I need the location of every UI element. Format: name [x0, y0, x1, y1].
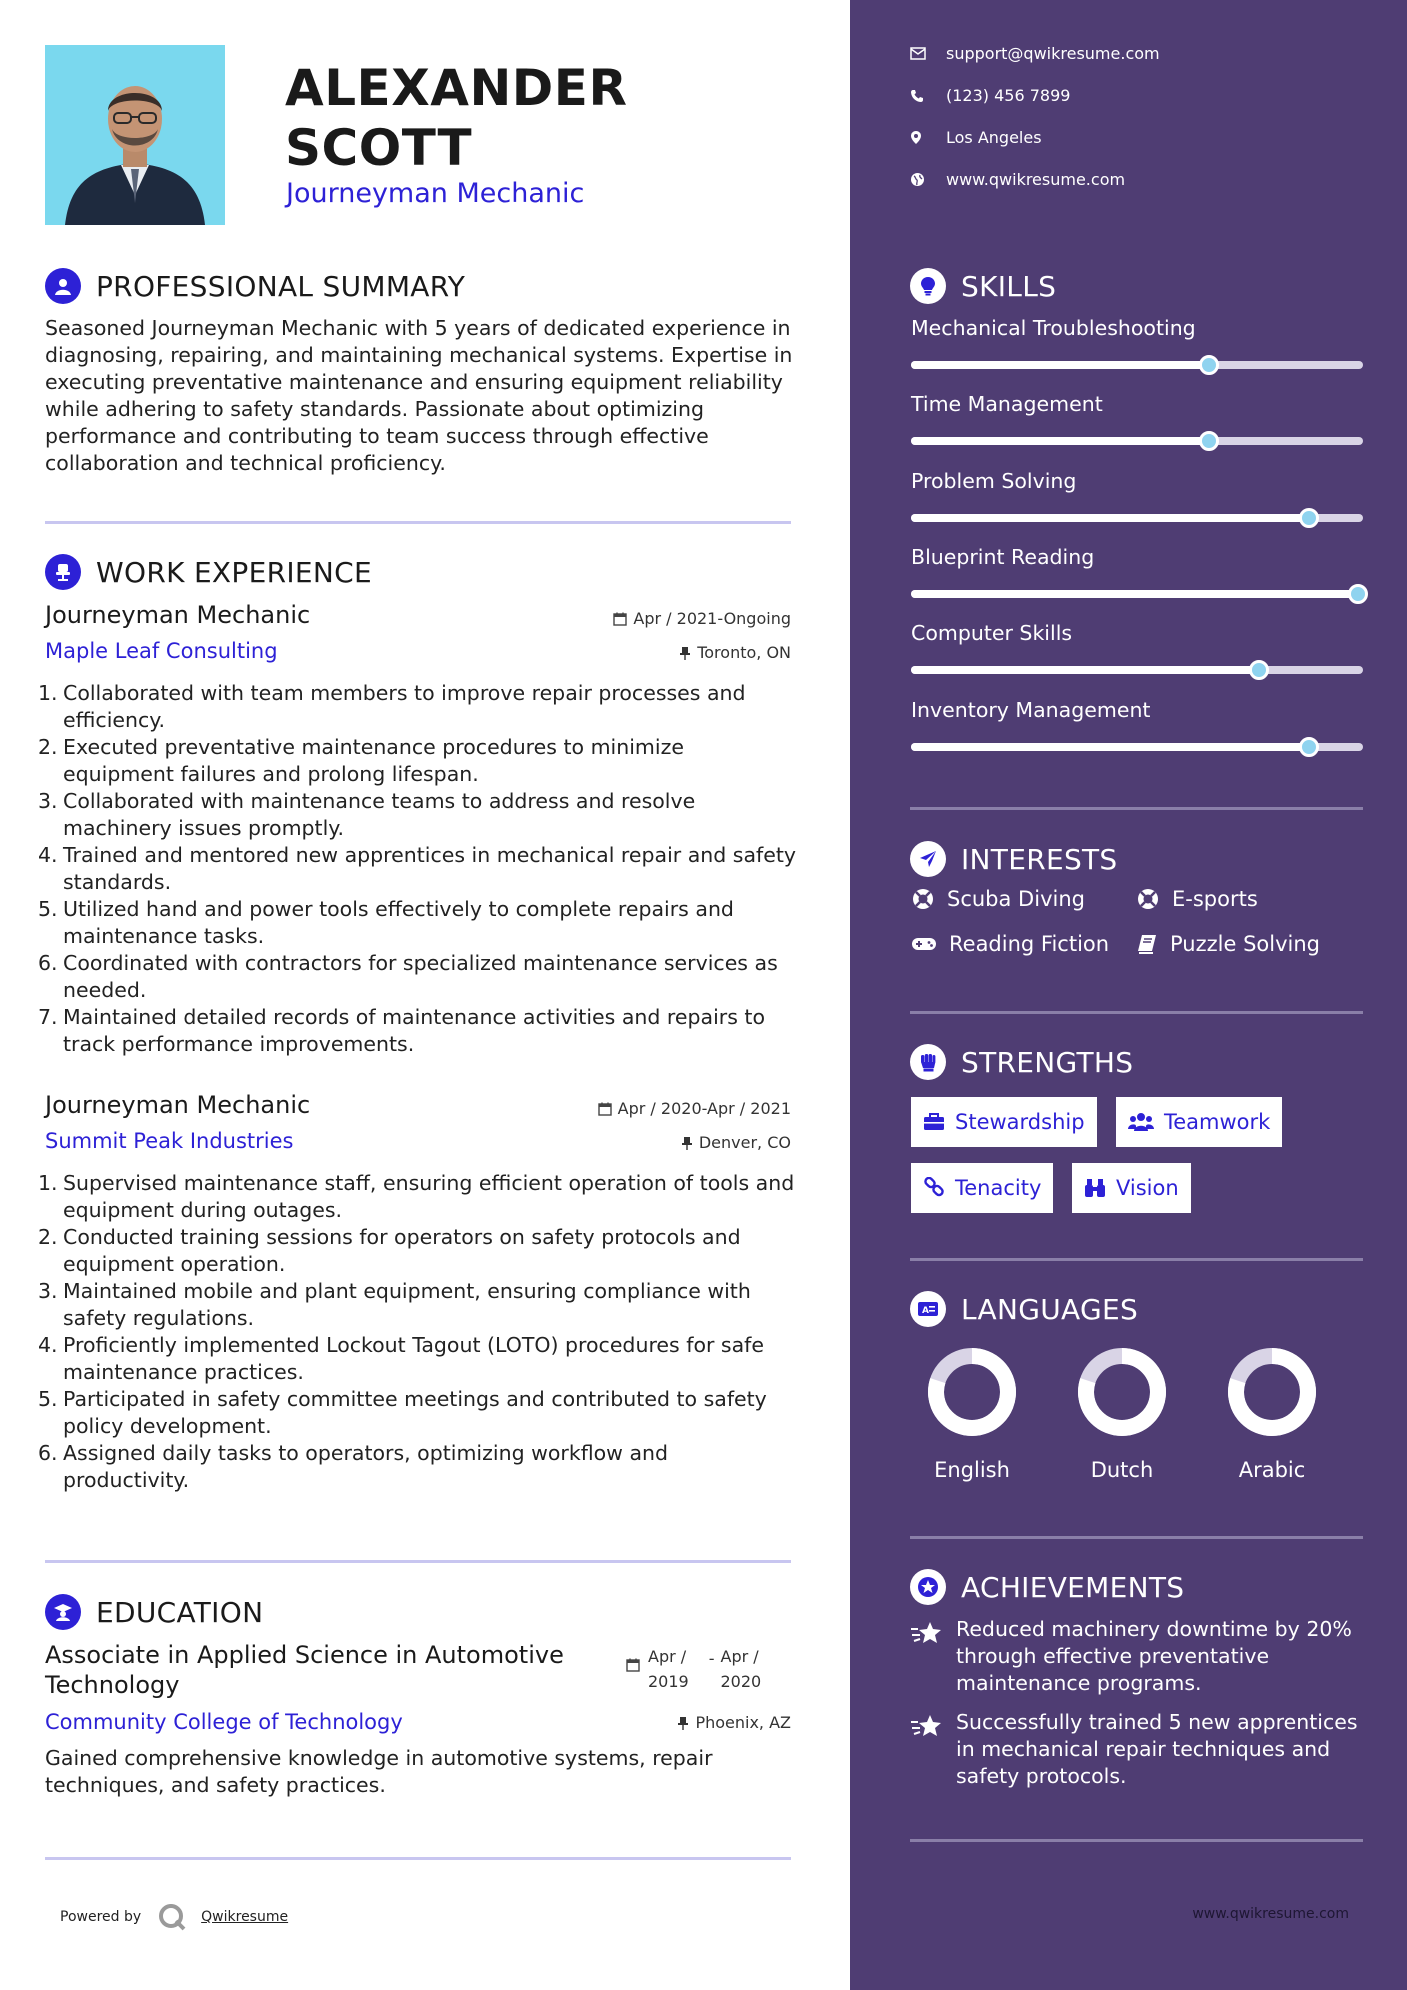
divider: [910, 807, 1363, 810]
language-label: Arabic: [1238, 1458, 1306, 1482]
skill-knob: [1348, 584, 1368, 604]
name-line-1: ALEXANDER: [285, 59, 628, 117]
office-chair-icon: [45, 554, 81, 590]
achievement-item: [910, 1709, 1370, 1790]
divider: [910, 1011, 1363, 1014]
star-badge-icon: [910, 1569, 946, 1605]
location-text: Los Angeles: [946, 128, 1042, 147]
map-marker-icon: [910, 130, 922, 145]
interest-label: Scuba Diving: [947, 887, 1085, 911]
summary-title: PROFESSIONAL SUMMARY: [96, 269, 466, 303]
list-item: 7. Maintained detailed records of maintenance activities and repairs to track performance improvements.: [38, 1005, 765, 1056]
skill-bar: [911, 666, 1363, 674]
language-label: English: [934, 1458, 1010, 1482]
job-1-duties: [38, 680, 798, 1058]
job-1-date-text: Apr / 2021-Ongoing: [633, 609, 791, 628]
skill-label: Blueprint Reading: [911, 545, 1095, 569]
education-text: Gained comprehensive knowledge in automotive systems, repair techniques, and safety practices.: [45, 1746, 713, 1797]
link-icon: [923, 1177, 945, 1199]
achievement-text: Reduced machinery downtime by 20% through effective preventative maintenance programs.: [956, 1617, 1352, 1695]
name-line-2: SCOTT: [285, 119, 473, 177]
binoculars-icon: [1084, 1177, 1106, 1199]
list-item: 5. Participated in safety committee meetings and contributed to safety policy development.: [38, 1387, 767, 1438]
fist-icon: [910, 1044, 946, 1080]
lightbulb-icon: [910, 268, 946, 304]
skill-fill: [911, 743, 1309, 751]
pin-icon: [677, 1716, 689, 1730]
strengths-title: STRENGTHS: [961, 1045, 1134, 1079]
job-1-title: Journeyman Mechanic: [45, 601, 311, 629]
calendar-icon: [598, 1102, 612, 1116]
list-item: 3. Maintained mobile and plant equipment, ensuring compliance with safety regulations.: [38, 1279, 751, 1330]
qwikresume-link[interactable]: Qwikresume: [201, 1909, 289, 1925]
list-item: 4. Trained and mentored new apprentices in mechanical repair and safety standards.: [38, 843, 797, 894]
date-dash: -: [708, 1649, 715, 1668]
footer-website[interactable]: www.qwikresume.com: [1192, 1906, 1349, 1922]
interest-label: Reading Fiction: [949, 932, 1110, 956]
skill-bar: [911, 361, 1363, 369]
contact-email[interactable]: [910, 44, 1160, 63]
strength-badge: [911, 1097, 1097, 1147]
calendar-icon: [626, 1658, 640, 1672]
skill-fill: [911, 666, 1259, 674]
job-1-location-text: Toronto, ON: [697, 643, 791, 662]
skill-knob: [1199, 355, 1219, 375]
profile-photo: [45, 45, 225, 225]
globe-icon: [910, 172, 925, 187]
interest-item: [1136, 887, 1258, 911]
list-item: 6. Coordinated with contractors for specialized maintenance services as needed.: [38, 951, 778, 1002]
education-degree: [45, 1640, 605, 1700]
interest-item: [911, 887, 1085, 911]
pin-icon: [679, 646, 691, 660]
contact-phone[interactable]: [910, 86, 1070, 105]
divider: [910, 1258, 1363, 1261]
interests-heading: [910, 841, 1118, 877]
svg-text:A: A: [922, 1306, 929, 1316]
language-icon: [910, 1291, 946, 1327]
person-portrait-icon: [45, 45, 225, 225]
divider: [45, 1560, 791, 1563]
skills-heading: [910, 268, 1056, 304]
language-label: Dutch: [1090, 1458, 1154, 1482]
envelope-icon: [910, 47, 926, 60]
education-location-text: Phoenix, AZ: [695, 1713, 791, 1732]
skill-bar: [911, 590, 1363, 598]
list-item: 1. Supervised maintenance staff, ensuring efficient operation of tools and equipment during outages.: [38, 1171, 795, 1222]
language-ring: [924, 1344, 1020, 1440]
contact-location: [910, 128, 1042, 147]
language-item: [917, 1344, 1027, 1482]
interest-label: Puzzle Solving: [1170, 932, 1320, 956]
book-icon: [1136, 933, 1158, 955]
job-1-date: [613, 609, 791, 628]
language-item: [1217, 1344, 1327, 1482]
skill-bar: [911, 437, 1363, 445]
skill-fill: [911, 514, 1309, 522]
job-2-title: Journeyman Mechanic: [45, 1091, 311, 1119]
contact-website[interactable]: [910, 170, 1125, 189]
skill-bar: [911, 514, 1363, 522]
skill-knob: [1199, 431, 1219, 451]
achievement-item: [910, 1616, 1370, 1697]
user-icon: [45, 268, 81, 304]
languages-title: LANGUAGES: [961, 1292, 1139, 1326]
work-heading: [45, 554, 372, 590]
strength-badge: [1072, 1163, 1191, 1213]
list-item: 2. Executed preventative maintenance procedures to minimize equipment failures and prolong lifespan.: [38, 735, 684, 786]
language-item: [1067, 1344, 1177, 1482]
degree-line-2: Technology: [45, 1671, 180, 1699]
job-2-date: [598, 1099, 791, 1118]
strength-badge: [911, 1163, 1053, 1213]
list-item: 5. Utilized hand and power tools effectively to complete repairs and maintenance tasks.: [38, 897, 734, 948]
interest-label: E-sports: [1172, 887, 1258, 911]
shooting-star-icon: [910, 1620, 944, 1646]
list-item: 1. Collaborated with team members to improve repair processes and efficiency.: [38, 681, 746, 732]
graduate-icon: [45, 1594, 81, 1630]
divider: [910, 1839, 1363, 1842]
skill-label: Mechanical Troubleshooting: [911, 316, 1196, 340]
shooting-star-icon: [910, 1713, 944, 1739]
divider: [45, 521, 791, 524]
education-school: Community College of Technology: [45, 1710, 403, 1734]
lifebuoy-icon: [1136, 887, 1160, 911]
skill-label: Time Management: [911, 392, 1103, 416]
skill-knob: [1299, 737, 1319, 757]
skill-label: Inventory Management: [911, 698, 1151, 722]
job-2-location-text: Denver, CO: [698, 1133, 791, 1152]
work-title: WORK EXPERIENCE: [96, 555, 372, 589]
email-text: support@qwikresume.com: [946, 44, 1160, 63]
language-ring: [1074, 1344, 1170, 1440]
pin-icon: [681, 1136, 693, 1150]
list-item: 3. Collaborated with maintenance teams to address and resolve machinery issues promptly.: [38, 789, 696, 840]
skill-fill: [911, 361, 1209, 369]
strength-label: Vision: [1116, 1176, 1179, 1200]
calendar-icon: [613, 612, 627, 626]
job-2-date-text: Apr / 2020-Apr / 2021: [617, 1099, 791, 1118]
education-location: [677, 1713, 791, 1732]
skill-label: Computer Skills: [911, 621, 1073, 645]
achievement-text: Successfully trained 5 new apprentices in mechanical repair techniques and safety protocols.: [956, 1710, 1358, 1788]
skill-fill: [911, 437, 1209, 445]
education-heading: [45, 1594, 263, 1630]
skill-knob: [1249, 660, 1269, 680]
summary-heading: [45, 268, 465, 304]
job-1-company: Maple Leaf Consulting: [45, 639, 278, 663]
phone-text: (123) 456 7899: [946, 86, 1071, 105]
paper-plane-icon: [910, 841, 946, 877]
skills-title: SKILLS: [961, 269, 1057, 303]
education-end: Apr / 2020: [720, 1647, 762, 1691]
sidebar: [850, 0, 1407, 1990]
skill-bar: [911, 743, 1363, 751]
lifebuoy-icon: [911, 887, 935, 911]
phone-icon: [910, 89, 924, 103]
candidate-name: [285, 58, 627, 178]
skill-fill: [911, 590, 1358, 598]
candidate-role: Journeyman Mechanic: [286, 178, 585, 209]
summary-text: Seasoned Journeyman Mechanic with 5 years of dedicated experience in diagnosing, repairing, and maintaining mechanical systems. Expertise in executing preventative maintenance and ensuring equipment reliability while adhering to safety standards. Passionate about optimizing performance and contributing to team success through effective collaboration and technical proficiency.: [45, 316, 793, 475]
skill-knob: [1299, 508, 1319, 528]
strength-badge: [1116, 1097, 1282, 1147]
achievements-heading: [910, 1569, 1184, 1605]
gamepad-icon: [911, 936, 937, 952]
list-item: 2. Conducted training sessions for operators on safety protocols and equipment operation.: [38, 1225, 741, 1276]
list-item: 6. Assigned daily tasks to operators, optimizing workflow and productivity.: [38, 1441, 669, 1492]
job-2-location: [681, 1133, 791, 1152]
website-text: www.qwikresume.com: [946, 170, 1126, 189]
education-start: Apr / 2019: [648, 1647, 689, 1691]
divider: [910, 1536, 1363, 1539]
briefcase-icon: [923, 1112, 945, 1132]
powered-by: [60, 1902, 288, 1932]
divider: [45, 1857, 791, 1860]
achievements-title: ACHIEVEMENTS: [961, 1570, 1185, 1604]
degree-line-1: Associate in Applied Science in Automotive: [45, 1641, 564, 1669]
users-icon: [1128, 1112, 1154, 1132]
job-2-duties: [38, 1170, 798, 1494]
skill-label: Problem Solving: [911, 469, 1077, 493]
education-title: EDUCATION: [96, 1595, 264, 1629]
job-1-location: [679, 643, 791, 662]
list-item: 4. Proficiently implemented Lockout Tagout (LOTO) procedures for safe maintenance practices.: [38, 1333, 765, 1384]
strengths-heading: [910, 1044, 1133, 1080]
languages-heading: [910, 1291, 1138, 1327]
language-ring: [1224, 1344, 1320, 1440]
interest-item: [911, 932, 1109, 956]
qwikresume-logo-icon: [157, 1902, 187, 1932]
strength-label: Stewardship: [955, 1110, 1085, 1134]
strength-label: Tenacity: [955, 1176, 1042, 1200]
strength-label: Teamwork: [1164, 1110, 1271, 1134]
education-date: [626, 1644, 761, 1694]
job-2-company: Summit Peak Industries: [45, 1129, 294, 1153]
interest-item: [1136, 932, 1320, 956]
interests-title: INTERESTS: [961, 842, 1118, 876]
powered-by-label: Powered by: [60, 1909, 142, 1925]
